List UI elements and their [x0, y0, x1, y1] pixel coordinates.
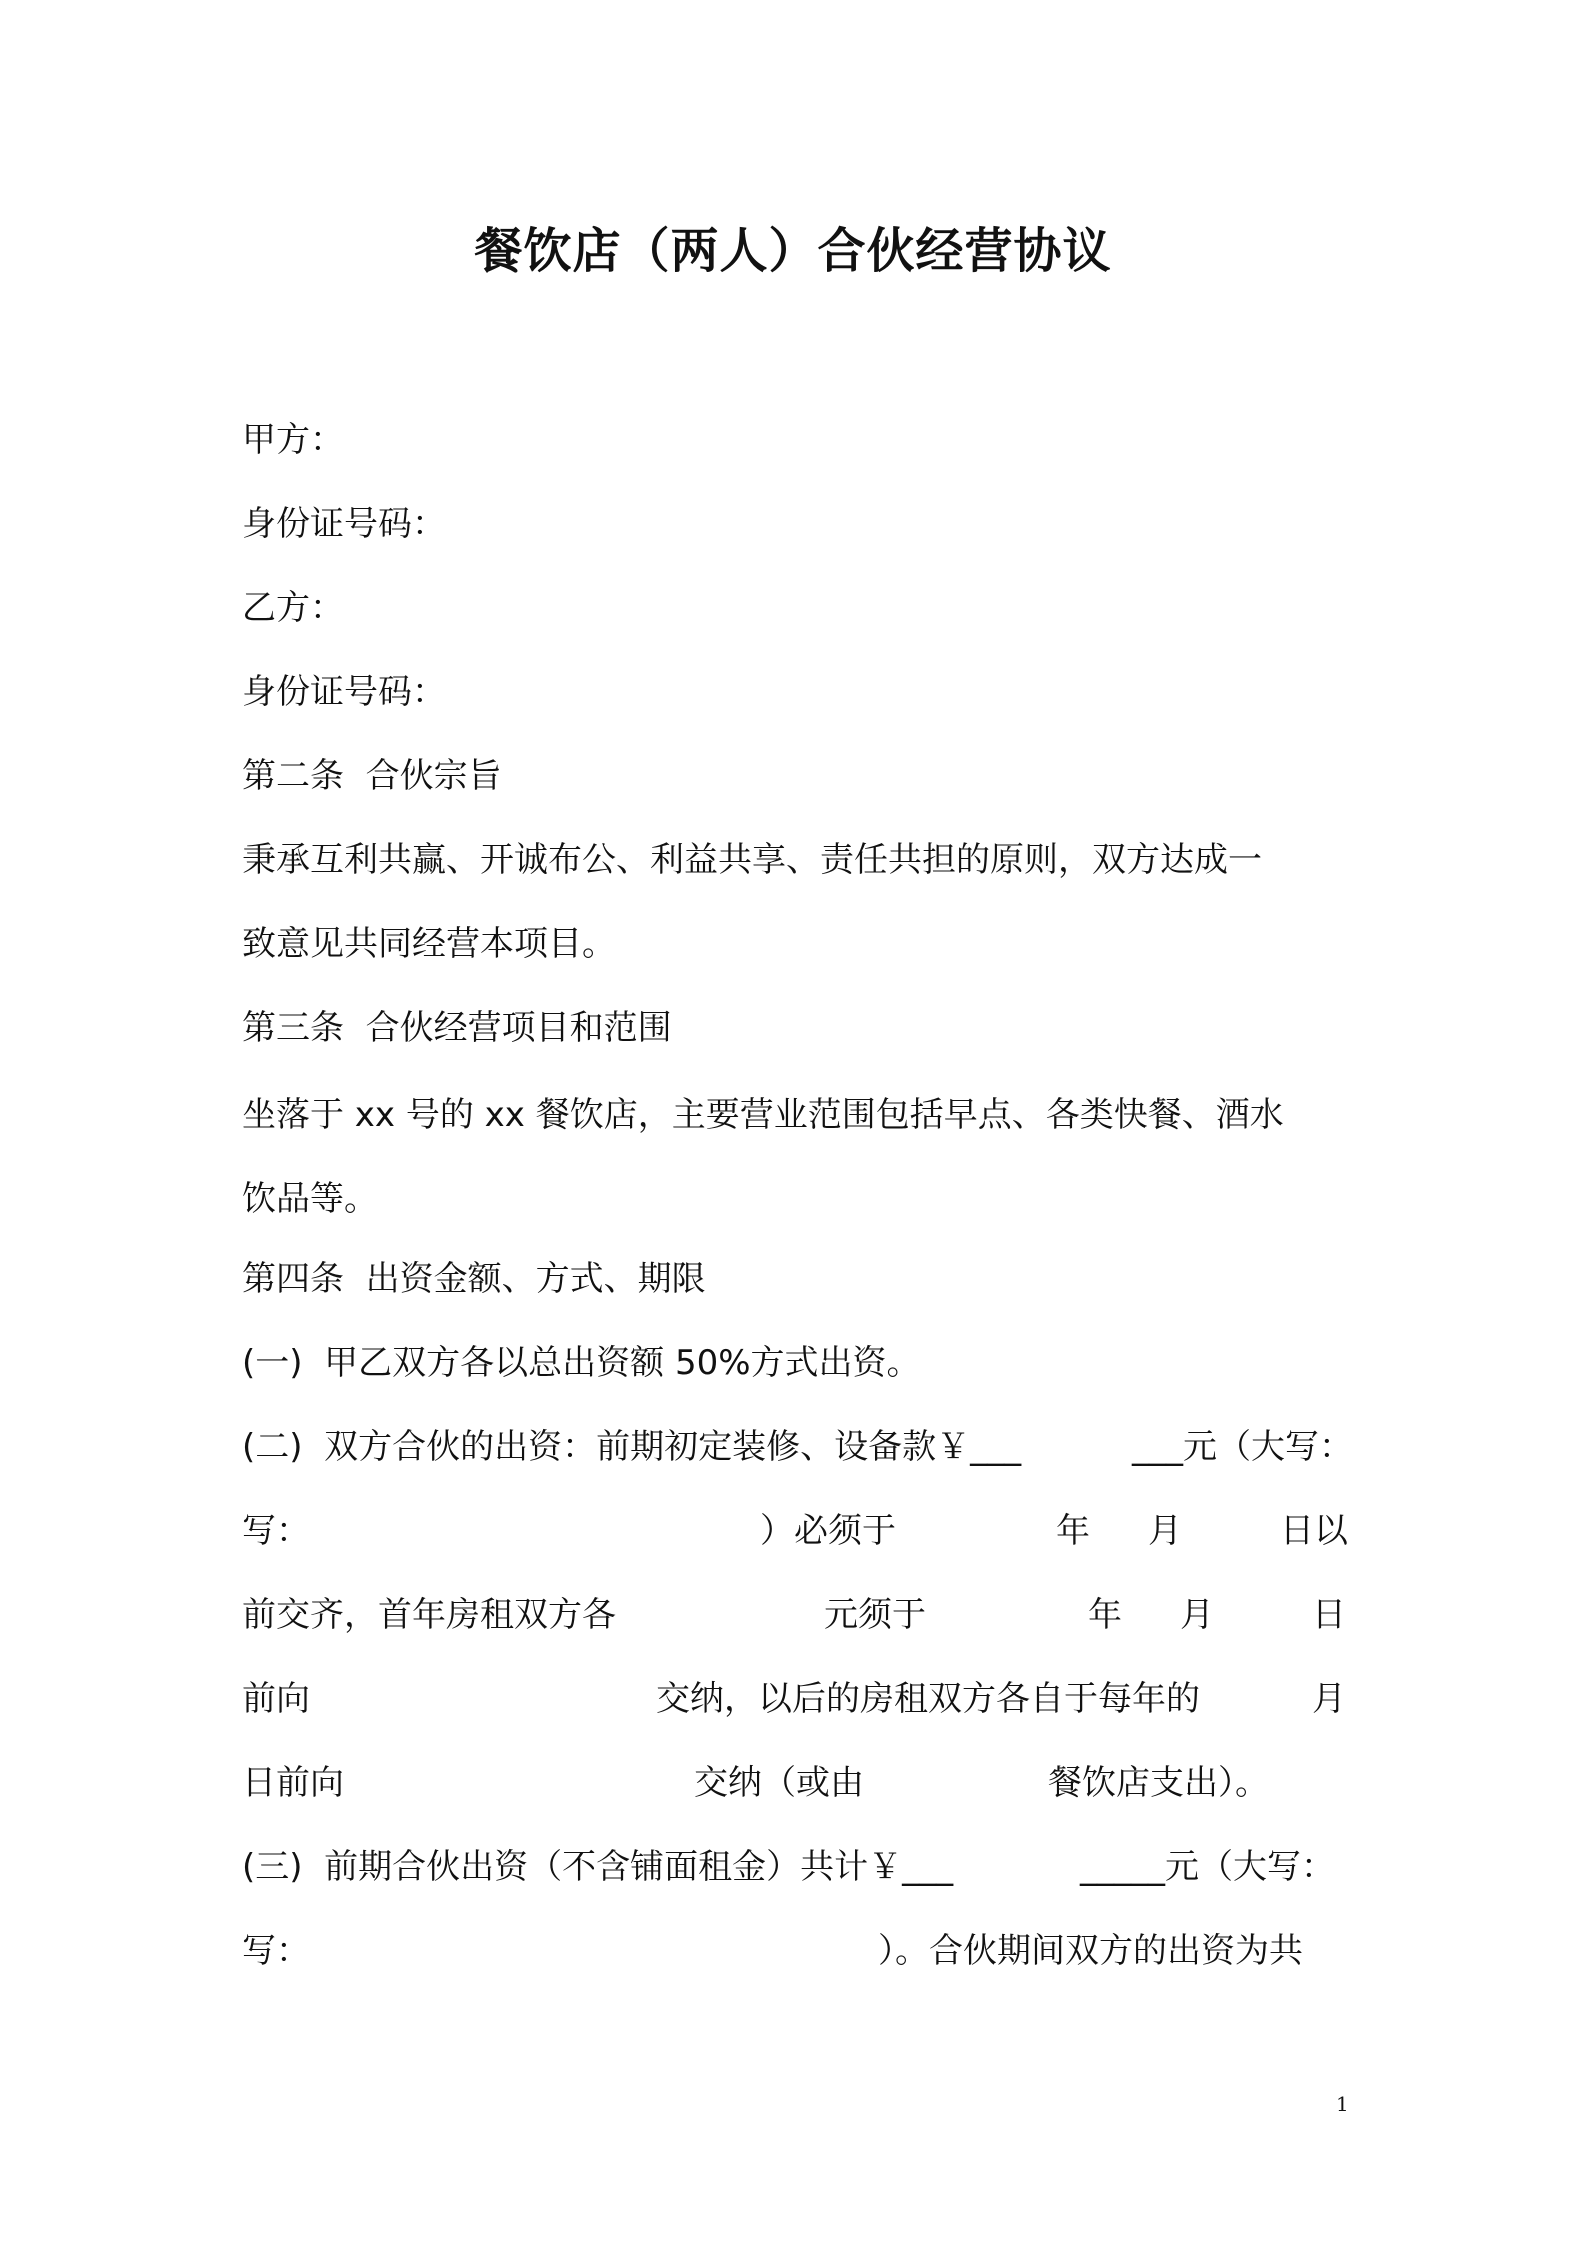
article-3-heading: 第三条 合伙经营项目和范围 [242, 1008, 672, 1048]
article-4-item-2-line-2d: 月 [1148, 1511, 1182, 1551]
article-4-item-2-line-1a: (二) 双方合伙的出资：前期初定装修、设备款￥___ [242, 1427, 1022, 1467]
party-b-label: 乙方： [242, 588, 344, 628]
article-4-item-2-line-4c: 月 [1312, 1679, 1346, 1719]
article-4-item-2-line-1b: ___元（大写： [1132, 1427, 1353, 1467]
article-4-item-1: (一) 甲乙双方各以总出资额 50%方式出资。 [242, 1343, 921, 1383]
party-b-id-label: 身份证号码： [242, 672, 446, 712]
party-a-id-label: 身份证号码： [242, 504, 446, 544]
article-4-item-2-line-5b: 交纳（或由 [694, 1763, 864, 1803]
article-4-item-2-line-2e: 日以 [1280, 1511, 1348, 1551]
party-a-label: 甲方： [242, 420, 344, 460]
article-2-heading: 第二条 合伙宗旨 [242, 756, 502, 796]
article-4-item-3-line-1a: (三) 前期合伙出资（不含铺面租金）共计￥___ [242, 1847, 954, 1887]
article-4-item-3-line-1b: _____元（大写： [1080, 1847, 1335, 1887]
article-3-text-line-1: 坐落于 xx 号的 xx 餐饮店，主要营业范围包括早点、各类快餐、酒水 [242, 1095, 1284, 1135]
article-4-item-3-line-2b: ）。合伙期间双方的出资为共 [878, 1931, 1303, 1971]
article-4-item-2-line-4a: 前向 [242, 1679, 310, 1719]
article-4-heading: 第四条 出资金额、方式、期限 [242, 1259, 706, 1299]
article-4-item-2-line-5a: 日前向 [242, 1763, 344, 1803]
article-4-item-2-line-3a: 前交齐，首年房租双方各 [242, 1595, 616, 1635]
article-2-text-line-1: 秉承互利共赢、开诚布公、利益共享、责任共担的原则，双方达成一 [242, 840, 1262, 880]
page-number: 1 [1336, 2092, 1349, 2116]
article-3-text-line-2: 饮品等。 [242, 1179, 378, 1219]
article-4-item-2-line-3e: 日 [1312, 1595, 1346, 1635]
article-4-item-2-line-5c: 餐饮店支出）。 [1048, 1763, 1269, 1803]
article-4-item-3-line-2a: 写： [242, 1931, 310, 1971]
article-2-text-line-2: 致意见共同经营本项目。 [242, 924, 616, 964]
article-4-item-2-line-2b: ）必须于 [760, 1511, 896, 1551]
article-4-item-2-line-2a: 写： [242, 1511, 310, 1551]
document-title: 餐饮店（两人）合伙经营协议 [474, 223, 1112, 279]
article-4-item-2-line-2c: 年 [1056, 1511, 1090, 1551]
article-4-item-2-line-4b: 交纳，以后的房租双方各自于每年的 [656, 1679, 1200, 1719]
article-4-item-2-line-3b: 元须于 [824, 1595, 926, 1635]
article-4-item-2-line-3d: 月 [1180, 1595, 1214, 1635]
article-4-item-2-line-3c: 年 [1088, 1595, 1122, 1635]
